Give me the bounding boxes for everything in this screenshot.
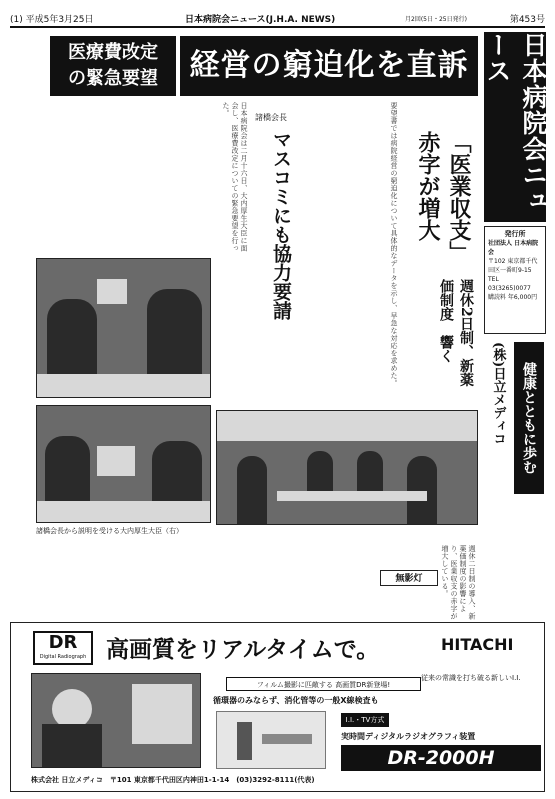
- body-column-3: 週休二日制の導入、新薬価制度の影響により、医業収支の赤字が増大している。: [441, 545, 476, 620]
- ad-model: DR-2000H: [341, 745, 541, 771]
- bottom-ad: [10, 622, 545, 792]
- photo-conference: [216, 410, 478, 525]
- publisher-price: 購読料 年6,000円: [488, 294, 538, 301]
- photo-meeting-2: [36, 405, 211, 523]
- headline-main-banner: 経営の窮迫化を直訴: [180, 36, 478, 96]
- publish-note: 月2回(5日・25日発行): [405, 16, 467, 23]
- ad-equipment-diagram: [216, 711, 326, 769]
- headline-left-banner: [50, 36, 176, 96]
- ad-sub1: フィルム撮影に匹敵する 高画質DR新登場!: [226, 677, 421, 691]
- ad-tag: I.I.・TV方式: [341, 713, 389, 727]
- deficit-headline-sub: 週休2日制、新薬価制度 響く: [438, 278, 474, 387]
- body-column-2: 要望書では病院経営の窮迫化について具体的なデータを示し、早急な対応を求めた。: [390, 102, 398, 387]
- ad-logo-sub: Digital Radiograph: [39, 654, 87, 660]
- ad-product-desc: 実時間ディジタルラジオグラフィ装置: [341, 732, 476, 741]
- photo-meeting-1: [36, 258, 211, 398]
- column-title: 無影灯: [380, 570, 438, 586]
- publisher-org: 社団法人 日本病院会: [488, 240, 539, 256]
- masthead-title: 日本病院会ニュース: [483, 32, 548, 214]
- ad-sub3: 従来の常識を打ち破る新しいI.I.: [421, 674, 521, 682]
- side-ad-company: (株)日立メディコ: [490, 342, 506, 446]
- ad-logo: [33, 631, 93, 665]
- paper-name: 日本病院会ニュース(J.H.A. NEWS): [185, 15, 336, 25]
- photo-caption: 諸橋会長から説明を受ける大内厚生大臣（右）: [36, 527, 183, 535]
- ad-logo-text: DR: [48, 632, 78, 653]
- speaker-label: 諸橋会長: [255, 113, 287, 122]
- page-header: [10, 6, 545, 28]
- side-ad: [480, 338, 548, 498]
- ad-photo-woman: [31, 673, 201, 768]
- banner-left-line1: 医療費改定: [68, 42, 158, 63]
- publisher-address: 〒102 東京都千代田区一番町9-15: [488, 258, 538, 274]
- side-ad-slogan: 健康とともに歩む: [514, 342, 544, 494]
- ad-company-line: 株式会社 日立メディコ 〒101 東京都千代田区内神田1-1-14 (03)3292-8111(代表): [31, 776, 315, 784]
- body-column-1: 日本病院会は二月十六日、大内厚生大臣に面会し、医療費改定についての緊急要望を行った。: [222, 102, 248, 252]
- banner-left-line2: の緊急要望: [68, 68, 158, 89]
- publisher-box: [484, 226, 546, 334]
- mass-media-subhead: マスコミにも協力要請: [270, 130, 292, 320]
- masthead: [484, 32, 546, 222]
- deficit-headline-main: 「医業収支」赤字が増大: [415, 131, 472, 263]
- publisher-tel: TEL 03(3265)0077: [488, 276, 531, 292]
- issue-number: 第453号: [509, 15, 545, 25]
- ad-sub2: 循環器のみならず、消化管等の一般X線検査も: [213, 696, 379, 705]
- issue-date: (1) 平成5年3月25日: [10, 15, 94, 25]
- publisher-title: 発行所: [504, 230, 526, 238]
- deficit-headline: [400, 130, 476, 390]
- ad-headline: 高画質をリアルタイムで。: [106, 636, 380, 663]
- ad-brand: HITACHI: [441, 635, 514, 654]
